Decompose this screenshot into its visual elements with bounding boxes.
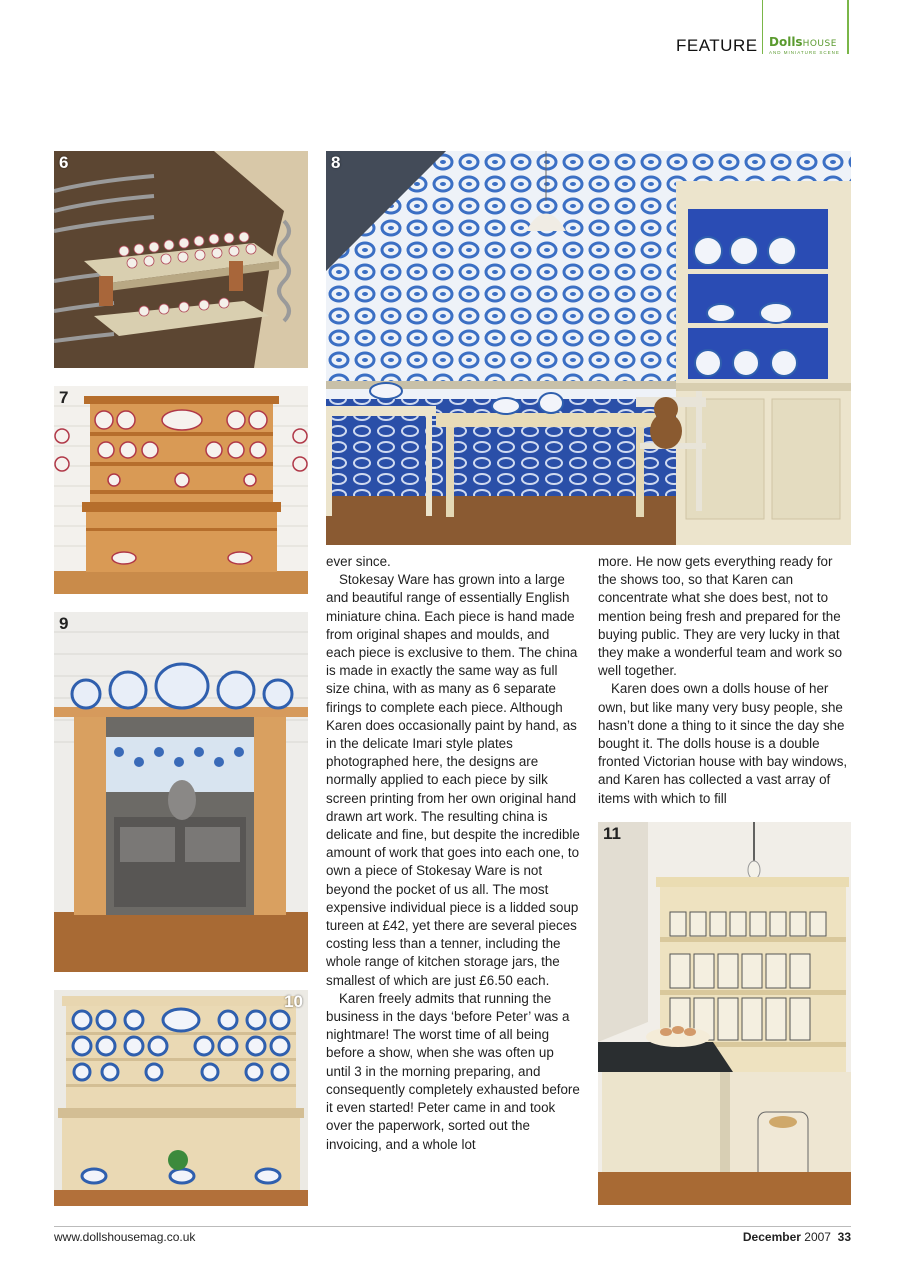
kiln-illustration xyxy=(54,151,308,368)
article-column-1 xyxy=(326,553,582,1154)
header-divider xyxy=(762,0,763,54)
photo-7-dresser xyxy=(54,386,308,594)
section-label: FEATURE xyxy=(676,36,758,55)
photo-6-kiln xyxy=(54,151,308,368)
footer-divider xyxy=(54,1226,851,1227)
photo-11-storage-jars xyxy=(598,822,851,1205)
photo-8-kitchen xyxy=(326,151,851,545)
blue-dresser-illustration xyxy=(54,990,308,1206)
photo-number: 9 xyxy=(59,614,69,633)
article-paragraph: Karen does own a dolls house of her own, but like many very busy people, she hasn’t done a thing to it since the day she bought it. The dolls house is a double fronted Victorian house with bay windows, and Karen has collected a vast array of items with which to fill xyxy=(598,681,848,806)
article-paragraph: Karen freely admits that running the business in the days ‘before Peter’ was a nightmare! The worst time of all being before a show, when she was often up until 3 in the morning preparing, and consequently completely exhausted before it even started! Peter came in and took over the paperwork, sorted out the invoicing, and a whole lot xyxy=(326,990,580,1152)
brand-subtitle: AND MINIATURE SCENE xyxy=(769,50,840,55)
photo-number: 7 xyxy=(59,388,69,407)
fireplace-illustration xyxy=(54,612,308,972)
footer-issue-info xyxy=(743,1230,851,1244)
issue-month: December xyxy=(742,1230,801,1244)
article-paragraph: ever since. xyxy=(326,554,391,569)
article-paragraph: more. He now gets everything ready for the shows too, so that Karen can concentrate what she does best, not to mention being fresh and prepared for the buying public. They are very lucky in that they make a wonderful team and work so well together. xyxy=(598,554,843,679)
article-column-2 xyxy=(598,553,854,808)
photo-number: 8 xyxy=(331,153,341,172)
article-paragraph: Stokesay Ware has grown into a large and beautiful range of essentially English miniature china. Each piece is hand made from original shapes and moulds, and each piece is exclusive to them. The china is made in exactly the same way as full size china, with as many as 6 separate firings to complete each piece. Although Karen does occasionally paint by hand, as in the delicate Imari style plates photographed here, the designs are normally applied to each piece by silk screen printing from her own original hand drawn art work. The resulting china is delicate and fine, but despite the incredible amount of work that goes into each one, to own a piece of Stokesay Ware is not beyond the pocket of us all. The most expensive individual piece is a lidded soup tureen at £42, yet there are several pieces costing less than a tenner, including the whole range of kitchen storage jars, the smallest of which are just £6.50 each. xyxy=(326,572,580,988)
kitchen-illustration xyxy=(326,151,851,545)
brand-name: Dolls xyxy=(769,35,803,49)
photo-10-blue-dresser xyxy=(54,990,308,1206)
magazine-logo xyxy=(769,35,840,55)
photo-9-fireplace xyxy=(54,612,308,972)
page-number: 33 xyxy=(837,1230,851,1244)
footer-website-link[interactable]: www.dollshousemag.co.uk xyxy=(54,1230,196,1244)
photo-number: 6 xyxy=(59,153,69,172)
storage-illustration xyxy=(598,822,851,1205)
dresser-illustration xyxy=(54,386,308,594)
photo-number: 10 xyxy=(284,992,303,1011)
issue-year: 2007 xyxy=(804,1230,831,1244)
brand-name-2: HOUSE xyxy=(802,39,837,49)
header-accent-bar xyxy=(847,0,849,54)
photo-number: 11 xyxy=(603,824,621,843)
